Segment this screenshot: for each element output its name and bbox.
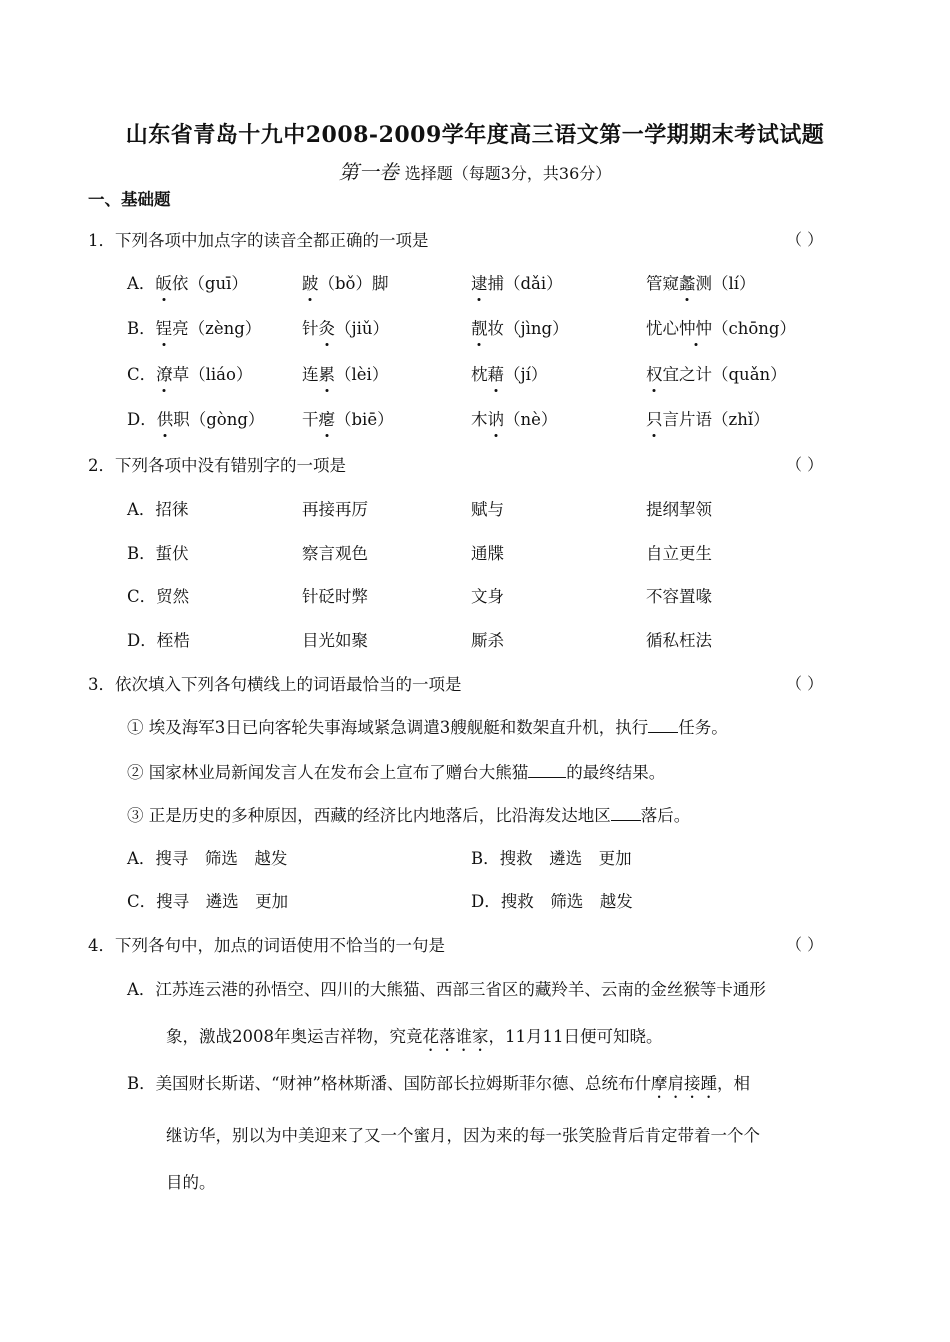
q2-option-c-2: 针砭时弊: [302, 587, 368, 606]
q2-option-a-4: 提纲挈领: [646, 500, 712, 519]
q4-option-a-line-2: 象，激战2008年奥运吉祥物，究竟花落谁家，11月11日便可知晓。: [166, 1027, 663, 1046]
q3-option-d: D．搜救 筛选 越发: [471, 892, 633, 911]
q2-option-c-1: C．贸然: [127, 587, 190, 606]
dotted-phrase-a: 花落谁家: [422, 1027, 489, 1046]
question-4-stem: 4．下列各句中，加点的词语使用不恰当的一句是: [88, 936, 445, 955]
q2-option-d-4: 循私枉法: [646, 631, 712, 650]
part-description: 选择题（每题3分，共36分）: [404, 164, 612, 183]
q3-sentence-2: ② 国家林业局新闻发言人在发布会上宣布了赠台大熊猫 的最终结果。: [127, 763, 666, 782]
q1-option-c-3: 枕藉（jí）: [471, 361, 547, 385]
q2-option-c-3: 文身: [471, 587, 504, 606]
fill-blank-1: [648, 718, 678, 733]
q1-option-c-4: 权宜之计（quǎn）: [646, 361, 787, 385]
q4-option-a-line-1: A．江苏连云港的孙悟空、四川的大熊猫、西部三省区的藏羚羊、云南的金丝猴等卡通形: [127, 980, 766, 999]
answer-paren-4: （ ）: [786, 935, 824, 954]
fill-blank-2: [528, 763, 566, 778]
q1-option-a-4: 管窥蠡测（lí）: [646, 270, 756, 294]
part-label: 第一卷: [338, 160, 399, 184]
q1-option-d-1: D．供职（gòng）: [127, 406, 264, 430]
q2-option-a-1: A．招徕: [127, 500, 189, 519]
q4-option-b-line-2: 继访华，别以为中美迎来了又一个蜜月，因为来的每一张笑脸背后肯定带着一个个: [166, 1126, 760, 1145]
q4-option-b-line-1: B．美国财长斯诺、“财神”格林斯潘、国防部长拉姆斯菲尔德、总统布什摩肩接踵，相: [127, 1074, 750, 1093]
q1-option-c-2: 连累（lèi）: [302, 361, 388, 385]
q2-option-a-3: 赋与: [471, 500, 504, 519]
fill-blank-3: [611, 806, 641, 821]
answer-paren-1: （ ）: [786, 230, 824, 249]
answer-paren-2: （ ）: [786, 455, 824, 474]
section-heading: 一、基础题: [88, 190, 171, 209]
q3-sentence-1: ① 埃及海军3日已向客轮失事海域紧急调遣3艘舰艇和数架直升机，执行 任务。: [127, 718, 728, 737]
q2-option-b-4: 自立更生: [646, 544, 712, 563]
q1-option-a-3: 逮捕（dǎi）: [471, 270, 563, 294]
q1-option-a-1: A．皈依（guī）: [127, 270, 248, 294]
q1-option-c-1: C．潦草（liáo）: [127, 361, 252, 385]
dotted-phrase-b: 摩肩接踵: [651, 1074, 717, 1093]
question-3-stem: 3．依次填入下列各句横线上的词语最恰当的一项是: [88, 675, 462, 694]
q2-option-b-1: B．蜇伏: [127, 544, 189, 563]
answer-paren-3: （ ）: [786, 674, 824, 693]
q3-option-b: B．搜救 遴选 更加: [471, 849, 632, 868]
q3-option-a: A．搜寻 筛选 越发: [127, 849, 288, 868]
q2-option-b-2: 察言观色: [302, 544, 368, 563]
q1-option-d-3: 木讷（nè）: [471, 406, 557, 430]
q2-option-d-3: 厮杀: [471, 631, 504, 650]
q2-option-b-3: 通牒: [471, 544, 504, 563]
q2-option-d-1: D．桎梏: [127, 631, 190, 650]
page-subtitle: [0, 156, 950, 185]
q3-sentence-3: ③ 正是历史的多种原因，西藏的经济比内地落后，比沿海发达地区 落后。: [127, 806, 691, 825]
question-1-stem: 1．下列各项中加点字的读音全都正确的一项是: [88, 231, 429, 250]
q1-option-d-4: 只言片语（zhǐ）: [646, 406, 770, 430]
q1-option-d-2: 干瘪（biē）: [302, 406, 394, 430]
q1-option-a-2: 跛（bǒ）脚: [302, 270, 389, 294]
q2-option-d-2: 目光如聚: [302, 631, 368, 650]
page-title: 山东省青岛十九中2008-2009学年度高三语文第一学期期末考试试题: [125, 122, 825, 148]
q2-option-c-4: 不容置喙: [646, 587, 712, 606]
q1-option-b-4: 忧心忡忡（chōng）: [646, 315, 796, 339]
q1-option-b-3: 靓妆（jìng）: [471, 315, 569, 339]
q4-option-b-line-3: 目的。: [166, 1173, 216, 1192]
question-2-stem: 2．下列各项中没有错别字的一项是: [88, 456, 346, 475]
q1-option-b-1: B．锃亮（zèng）: [127, 315, 261, 339]
q1-option-b-2: 针灸（jiǔ）: [302, 315, 389, 339]
q3-option-c: C．搜寻 遴选 更加: [127, 892, 289, 911]
q2-option-a-2: 再接再厉: [302, 500, 368, 519]
